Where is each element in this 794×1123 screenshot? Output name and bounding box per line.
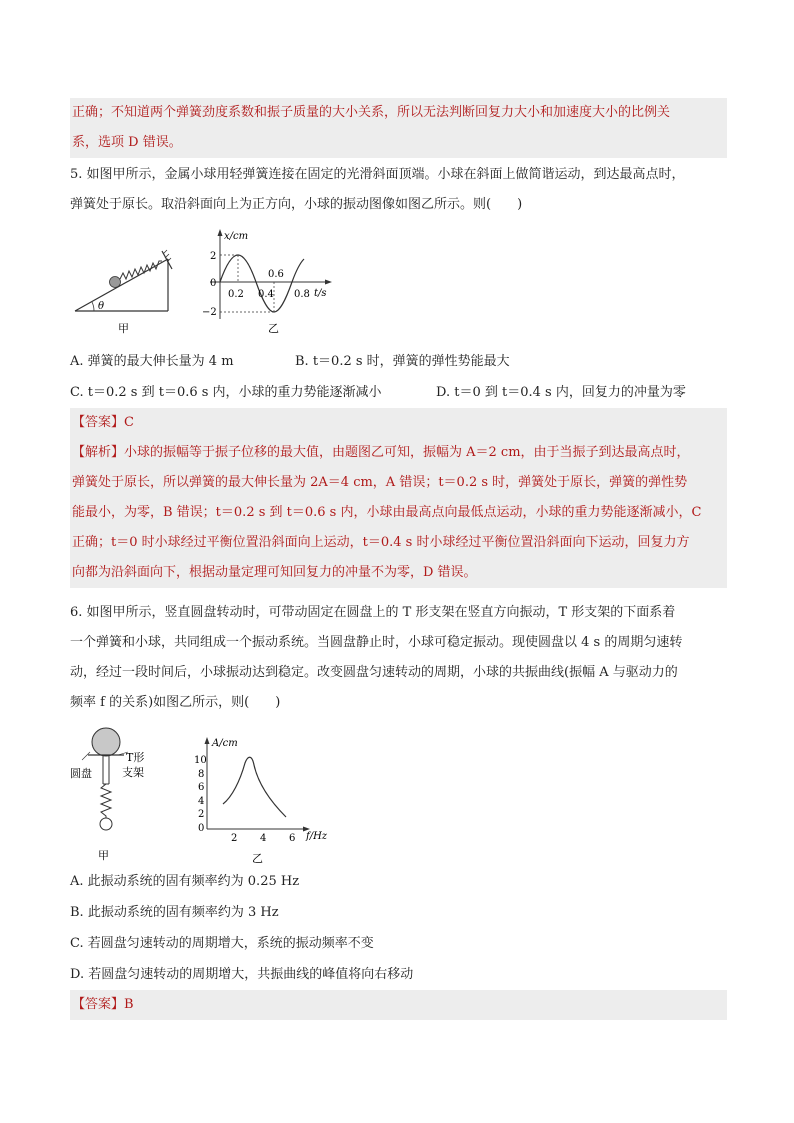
- q5-analysis-line5: 向都为沿斜面向下，根据动量定理可知回复力的冲量不为零，D 错误。: [72, 565, 477, 580]
- q6-y-axis-label: A/cm: [212, 738, 238, 749]
- q6-stem: [70, 598, 725, 718]
- q6-stem-line1: 6. 如图甲所示，竖直圆盘转动时，可带动固定在圆盘上的 T 形支架在竖直方向振动，T 形支架的下面系着: [70, 605, 676, 620]
- q6-x-tick: 2: [231, 833, 238, 844]
- disk-label: 圆盘: [70, 767, 92, 780]
- q6-y-tick: 0: [198, 823, 205, 834]
- ball-icon: [110, 277, 121, 288]
- q6-x-axis-label: f/Hz: [306, 831, 328, 842]
- q5-analysis-line1: 【解析】小球的振幅等于振子位移的最大值，由题图乙可知，振幅为 A＝2 cm，由于当振子到达最高点时，: [72, 445, 690, 460]
- t-frame-label-2: 支架: [122, 766, 144, 779]
- q5-sine-curve: [220, 255, 304, 312]
- q6-option-c[interactable]: C. 若圆盘匀速转动的周期增大，系统的振动频率不变: [70, 936, 374, 951]
- q5-x-axis-label: t/s: [314, 288, 327, 299]
- q6-fig-b-label: 乙: [252, 852, 263, 865]
- q6-y-tick: 4: [198, 796, 205, 807]
- q5-option-b[interactable]: B. t＝0.2 s 时，弹簧的弹性势能最大: [295, 354, 510, 369]
- q5-analysis-line4: 正确；t＝0 时小球经过平衡位置沿斜面向上运动，t＝0.4 s 时小球经过平衡位置沿斜面向下运动，回复力方: [72, 535, 690, 550]
- q6-stem-line2: 一个弹簧和小球，共同组成一个振动系统。当圆盘静止时，小球可稳定振动。现使圆盘以 4 s 的周期匀速转: [70, 635, 683, 650]
- q5-analysis-line2: 弹簧处于原长，所以弹簧的最大伸长量为 2A＝4 cm，A 错误；t＝0.2 s 时，弹簧处于原长，弹簧的弹性势: [72, 475, 688, 490]
- q5-tick-y-0: 0: [210, 278, 217, 289]
- t-frame-label-1: T形: [126, 751, 145, 764]
- q5-tick-02: 0.2: [228, 289, 244, 300]
- q4-tail-line2: 系，选项 D 错误。: [72, 135, 182, 150]
- angle-label: θ: [98, 301, 105, 312]
- resonance-curve: [223, 757, 286, 817]
- q6-figure-apparatus: [70, 722, 170, 867]
- q6-fig-a-label: 甲: [98, 849, 109, 862]
- q5-tick-y-2: 2: [210, 251, 217, 262]
- q5-tick-08: 0.8: [294, 289, 310, 300]
- q6-stem-line4: 频率 f 的关系)如图乙所示，则( ): [70, 695, 281, 710]
- q6-y-tick: 6: [198, 782, 205, 793]
- q4-tail-line1: 正确；不知道两个弹簧劲度系数和振子质量的大小关系，所以无法判断回复力大小和加速度大小的比例关: [72, 105, 671, 120]
- q6-y-tick: 8: [198, 769, 205, 780]
- q5-tick-06: 0.6: [268, 269, 284, 280]
- q6-option-b[interactable]: B. 此振动系统的固有频率约为 3 Hz: [70, 905, 279, 920]
- q6-answer-box: [70, 990, 727, 1020]
- disk-icon: [92, 728, 120, 756]
- q6-answer: 【答案】B: [72, 997, 134, 1012]
- spring-icon: [101, 784, 111, 818]
- spring-icon: [120, 261, 162, 279]
- q6-figure-resonance: [190, 735, 340, 865]
- q5-tick-04: 0.4: [258, 289, 274, 300]
- q6-y-tick: 2: [198, 809, 205, 820]
- q5-tick-y-neg2: −2: [202, 307, 217, 318]
- q4-explanation-tail: [70, 98, 727, 158]
- q6-x-tick: 4: [260, 833, 267, 844]
- q5-fig-a-label: 甲: [118, 322, 129, 335]
- q5-analysis-line3: 能最小，为零，B 错误；t＝0.2 s 到 t＝0.6 s 内，小球由最高点向最低点运动，小球的重力势能逐渐减小，C: [72, 505, 702, 520]
- q5-y-axis-label: x/cm: [224, 231, 249, 242]
- q6-option-d[interactable]: D. 若圆盘匀速转动的周期增大，共振曲线的峰值将向右移动: [70, 967, 414, 982]
- q5-option-d[interactable]: D. t＝0 到 t＝0.4 s 内，回复力的冲量为零: [436, 385, 686, 400]
- q5-stem-line1: 5. 如图甲所示，金属小球用轻弹簧连接在固定的光滑斜面顶端。小球在斜面上做简谐运动，到达最高点时，: [70, 167, 685, 182]
- q5-answer-box: [70, 408, 727, 588]
- q5-option-a[interactable]: A. 弹簧的最大伸长量为 4 m: [70, 354, 234, 369]
- q6-x-tick: 6: [289, 833, 296, 844]
- q5-figure-graph: [198, 225, 348, 340]
- q5-figure-incline: [70, 225, 180, 340]
- q6-y-tick: 10: [194, 755, 207, 766]
- q5-fig-b-label: 乙: [268, 322, 279, 335]
- q6-stem-line3: 动，经过一段时间后，小球振动达到稳定。改变圆盘匀速转动的周期，小球的共振曲线(振幅 A 与驱动力的: [70, 665, 678, 680]
- q6-option-a[interactable]: A. 此振动系统的固有频率约为 0.25 Hz: [70, 874, 300, 889]
- ball-icon: [100, 818, 112, 830]
- q5-answer: 【答案】C: [72, 415, 134, 430]
- q5-option-c[interactable]: C. t＝0.2 s 到 t＝0.6 s 内，小球的重力势能逐渐减小: [70, 385, 382, 400]
- q5-stem: [70, 160, 725, 220]
- q5-stem-line2: 弹簧处于原长。取沿斜面向上为正方向，小球的振动图像如图乙所示。则( ): [70, 197, 523, 212]
